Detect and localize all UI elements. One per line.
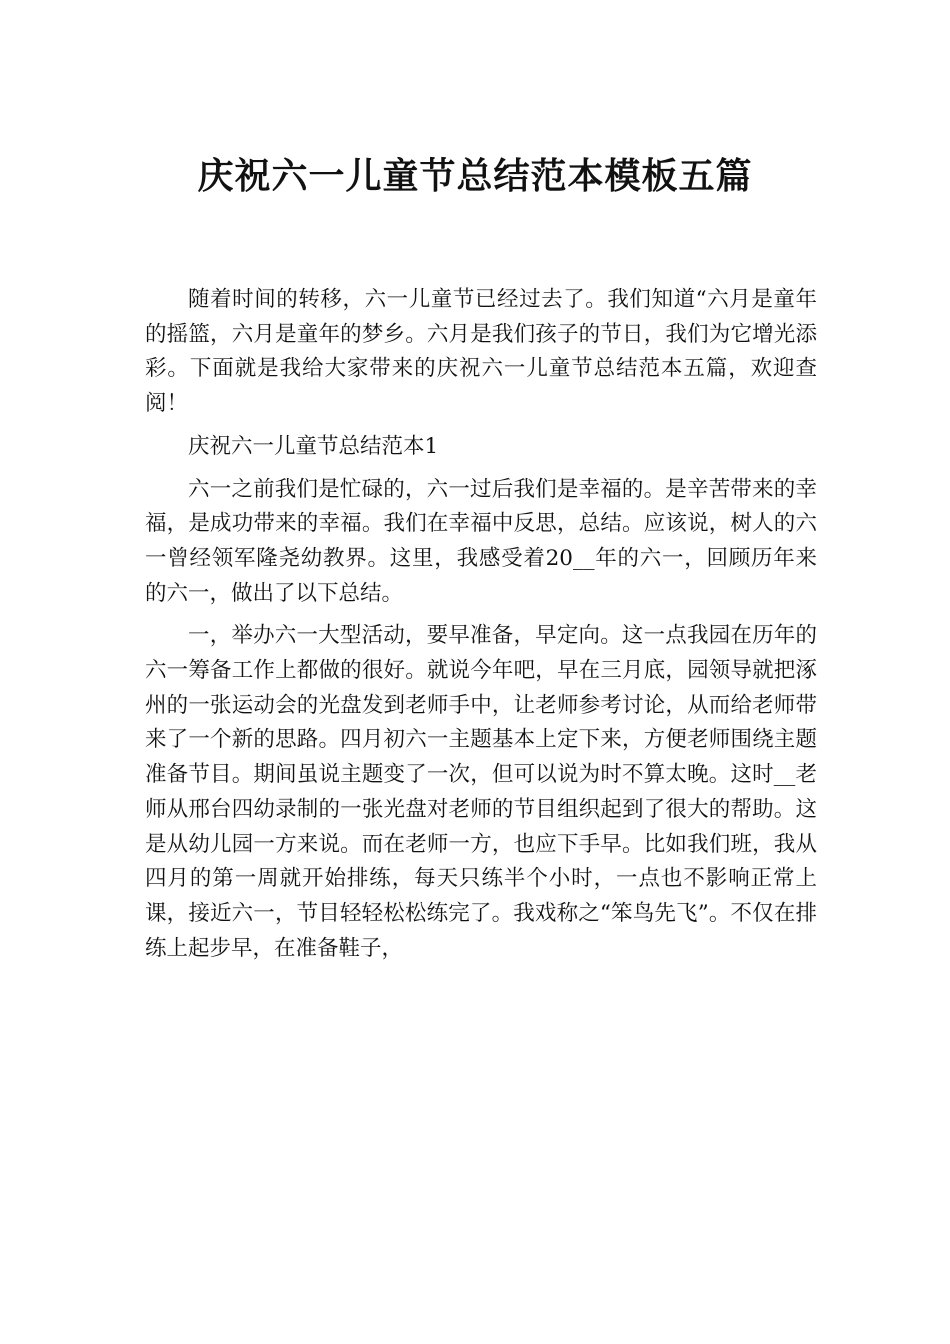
body-paragraph: 六一之前我们是忙碌的，六一过后我们是幸福的。是辛苦带来的幸福，是成功带来的幸福。我们在幸福中反思，总结。应该说，树人的六一曾经领军隆尧幼教界。这里，我感受着20__年的六一，回顾历年来的六一，做出了以下总结。 [145,476,817,606]
document-title: 庆祝六一儿童节总结范本模板五篇 [197,156,753,198]
document-body [145,283,817,966]
section-heading: 庆祝六一儿童节总结范本1 [188,433,439,459]
body-paragraph: 一，举办六一大型活动，要早准备，早定向。这一点我园在历年的六一筹备工作上都做的很好。就说今年吧，早在三月底，园领导就把涿州的一张运动会的光盘发到老师手中，让老师参考讨论，从而给老师带来了一个新的思路。四月初六一主题基本上定下来，方便老师围绕主题准备节目。期间虽说主题变了一次，但可以说为时不算太晚。这时__老师从邢台四幼录制的一张光盘对老师的节目组织起到了很大的帮助。这是从幼儿园一方来说。而在老师一方，也应下手早。比如我们班，我从四月的第一周就开始排练，每天只练半个小时，一点也不影响正常上课，接近六一，节目轻轻松松练完了。我戏称之“笨鸟先飞”。不仅在排练上起步早，在准备鞋子， [145,623,817,961]
intro-paragraph: 随着时间的转移，六一儿童节已经过去了。我们知道“六月是童年的摇篮，六月是童年的梦乡。六月是我们孩子的节日，我们为它增光添彩。下面就是我给大家带来的庆祝六一儿童节总结范本五篇，欢迎查阅！ [145,287,817,417]
